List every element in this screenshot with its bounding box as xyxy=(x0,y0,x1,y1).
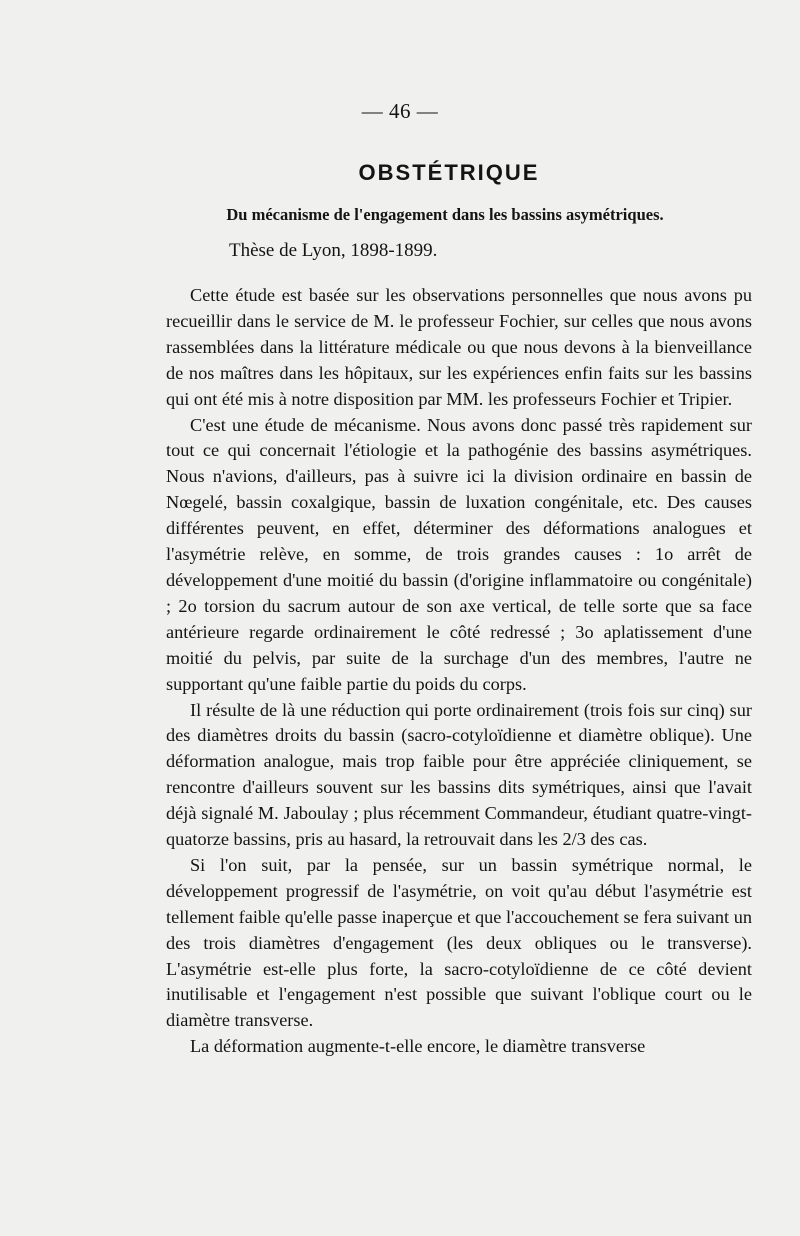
paragraph: Si l'on suit, par la pensée, sur un bassin symétrique normal, le développement progressif de l'asymétrie, on voit qu'au début l'asymétrie est tellement faible qu'elle passe inaperçue et que l'accouchement se fera suivant un des trois diamètres d'engagement (les deux obliques ou le transverse). L'asymétrie est-elle plus forte, la sacro-cotyloïdienne de ce côté devient inutilisable et l'engagement n'est possible que suivant l'oblique court ou le diamètre transverse. xyxy=(166,854,752,1031)
article-title: Du mécanisme de l'engagement dans les bassins asymétriques. xyxy=(226,205,664,224)
paragraph: Il résulte de là une réduction qui porte ordinairement (trois fois sur cinq) sur des diamètres droits du bassin (sacro-cotyloïdienne et diamètre oblique). Une déformation analogue, mais trop faible pour être appréciée cliniquement, se rencontre d'ailleurs souvent sur les bassins dits symétriques, ainsi que l'avait déjà signalé M. Jaboulay ; plus récemment Commandeur, étudiant quatre-vingt-quatorze bassins, pris au hasard, la retrouvait dans les 2/3 des cas. xyxy=(166,699,752,850)
section-title: OBSTÉTRIQUE xyxy=(358,160,540,185)
thesis-reference: Thèse de Lyon, 1898-1899. xyxy=(229,240,438,261)
body-text xyxy=(166,283,752,1060)
paragraph: La déformation augmente-t-elle encore, le diamètre transverse xyxy=(190,1036,646,1057)
paragraph: Cette étude est basée sur les observations personnelles que nous avons pu recueillir dans le service de M. le professeur Fochier, sur celles que nous avons rassemblées dans la littérature médicale ou que nous devons à la bienveillance de nos maîtres dans les hôpitaux, sur les expériences enfin faits sur les bassins qui ont été mis à notre disposition par MM. les professeurs Fochier et Tripier. xyxy=(166,285,752,409)
paragraph: C'est une étude de mécanisme. Nous avons donc passé très rapidement sur tout ce qui concernait l'étiologie et la pathogénie des bassins asymétriques. Nous n'avions, d'ailleurs, pas à suivre ici la division ordinaire en bassin de Nœgelé, bassin coxalgique, bassin de luxation congénitale, etc. Des causes différentes peuvent, en effet, déterminer des déformations analogues et l'asymétrie relève, en somme, de trois grandes causes : 1o arrêt de développement d'une moitié du bassin (d'origine inflammatoire ou congénitale) ; 2o torsion du sacrum autour de son axe vertical, de telle sorte que sa face antérieure regarde ordinairement le côté redressé ; 3o aplatissement d'une moitié du pelvis, par suite de la surchage d'un des membres, l'autre ne supportant qu'une faible partie du poids du corps. xyxy=(166,414,752,694)
page-number: — 46 — xyxy=(361,99,439,123)
